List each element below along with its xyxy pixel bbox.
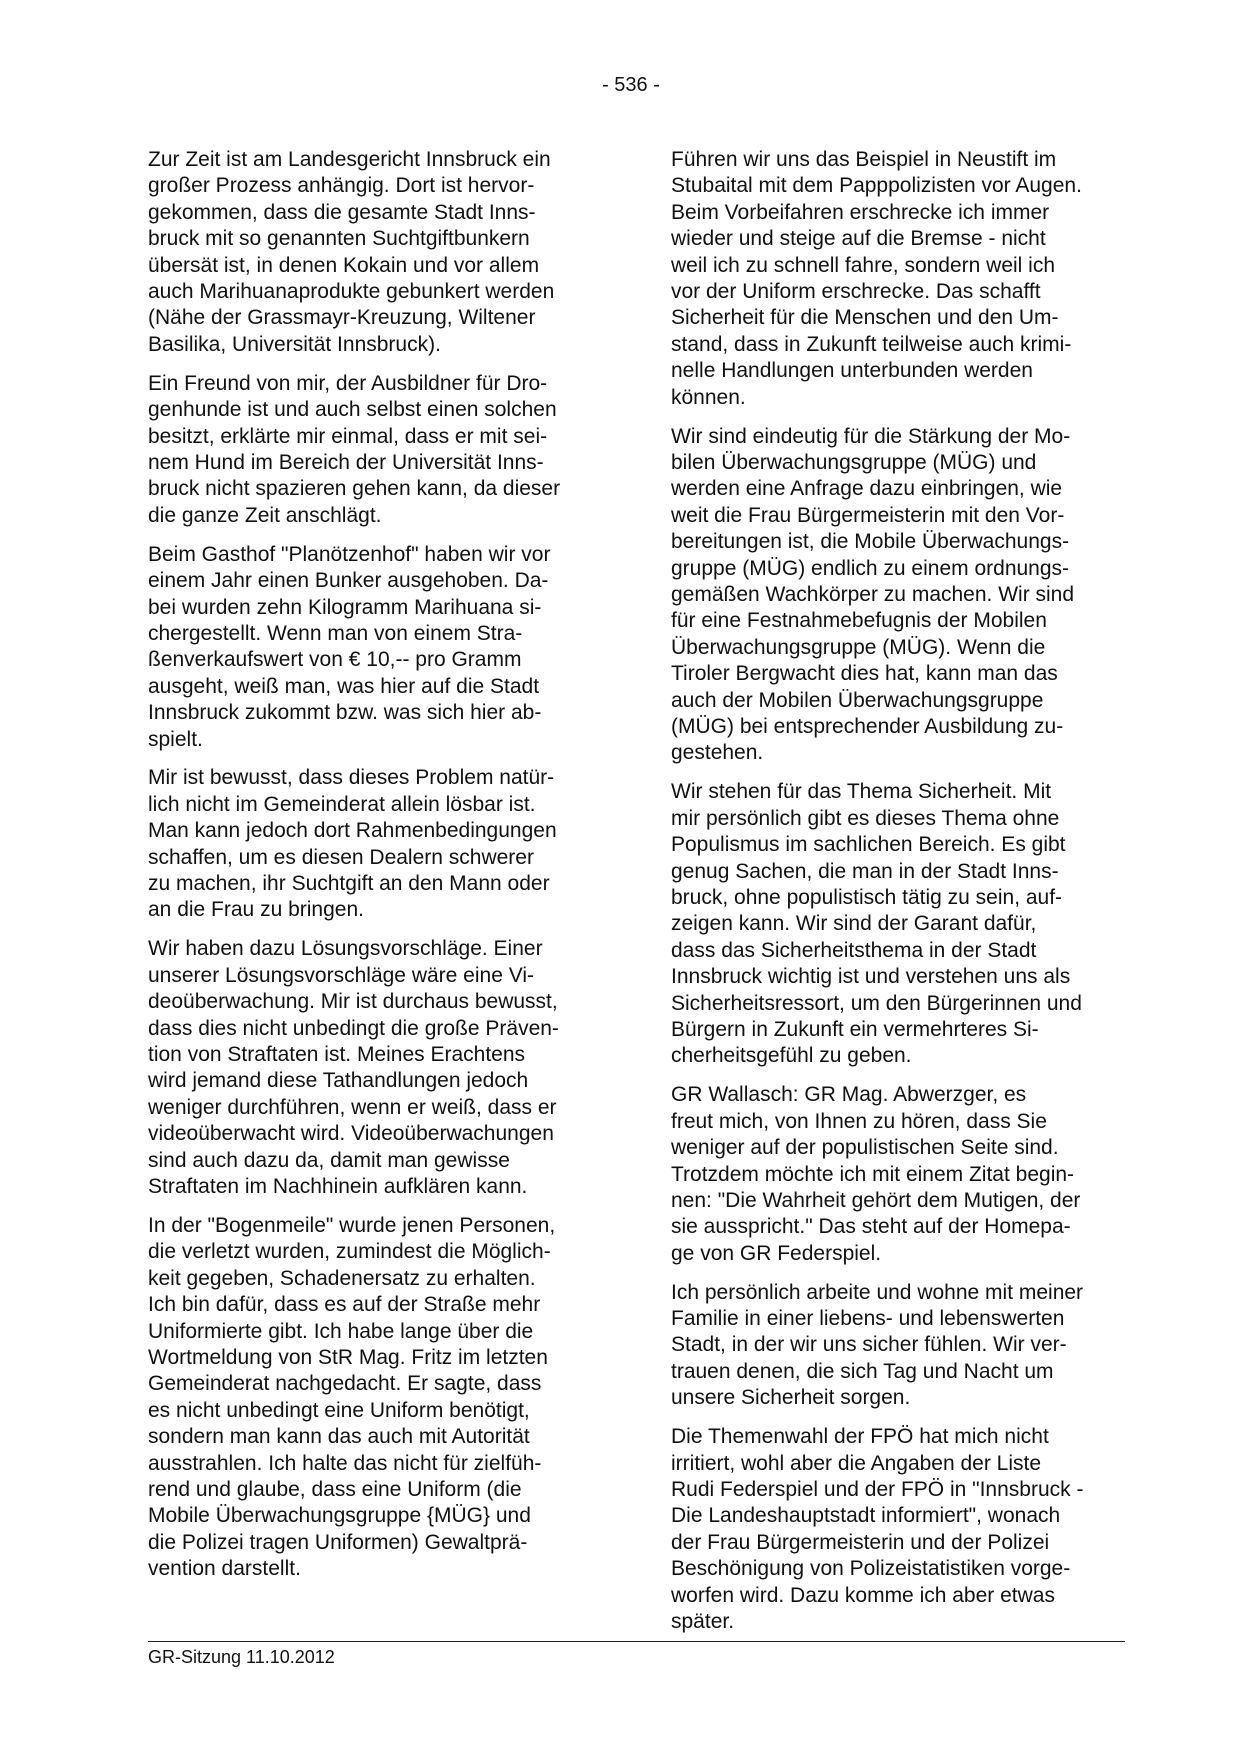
text-line: Populismus im sachlichen Bereich. Es gibt	[671, 833, 1066, 857]
text-line: cherheitsgefühl zu geben.	[671, 1044, 912, 1068]
text-line: weniger auf der populistischen Seite sind.	[671, 1136, 1059, 1160]
text-line: irritiert, wohl aber die Angaben der Liste	[671, 1451, 1042, 1475]
text-line: vor der Uniform erschrecke. Das schafft	[671, 280, 1041, 304]
text-line: freut mich, von Ihnen zu hören, dass Sie	[671, 1109, 1047, 1133]
text-line: unsere Sicherheit sorgen.	[671, 1386, 911, 1410]
text-line: dass dies nicht unbedingt die große Präven-	[148, 1016, 559, 1040]
text-line: vention darstellt.	[148, 1557, 301, 1581]
text-line: Beim Gasthof "Planötzenhof" haben wir vor	[148, 542, 551, 566]
text-line: später.	[671, 1610, 735, 1634]
text-line: Familie in einer liebens- und lebenswerten	[671, 1307, 1065, 1331]
text-line: weit die Frau Bürgermeisterin mit den Vor-	[671, 503, 1065, 527]
text-line: Basilika, Universität Innsbruck).	[148, 332, 441, 356]
text-line: Zur Zeit ist am Landesgericht Innsbruck ein	[148, 148, 551, 171]
text-line: weniger durchführen, wenn er weiß, dass er	[148, 1095, 557, 1119]
text-line: deoüberwachung. Mir ist durchaus bewusst,	[148, 990, 558, 1014]
text-line: Wortmeldung von StR Mag. Fritz im letzten	[148, 1345, 548, 1369]
text-line: werden eine Anfrage dazu einbringen, wie	[671, 477, 1063, 501]
text-line: spielt.	[148, 727, 203, 751]
text-line: keit gegeben, Schadenersatz zu erhalten.	[148, 1266, 536, 1290]
text-line: der Frau Bürgermeisterin und der Polizei	[671, 1530, 1050, 1554]
text-line: stand, dass in Zukunft teilweise auch krimi-	[671, 332, 1072, 356]
text-line: Beim Vorbeifahren erschrecke ich immer	[671, 200, 1050, 224]
text-line: Gemeinderat nachgedacht. Er sagte, dass	[148, 1372, 542, 1396]
text-line: rend und glaube, dass eine Uniform (die	[148, 1478, 522, 1501]
text-line: Die Landeshauptstadt informiert", wonach	[671, 1504, 1061, 1528]
text-line: Stadt, in der wir uns sicher fühlen. Wir ver-	[671, 1333, 1067, 1357]
text-line: bilen Überwachungsgruppe (MÜG) und	[671, 450, 1037, 474]
text-line: besitzt, erklärte mir einmal, dass er mit sei-	[148, 424, 548, 448]
text-line: gemäßen Wachkörper zu machen. Wir sind	[671, 583, 1075, 606]
text-line: (Nähe der Grassmayr-Kreuzung, Wiltener	[148, 306, 536, 330]
text-line: mir persönlich gibt es dieses Thema ohne	[671, 806, 1060, 830]
text-line: Ein Freund von mir, der Ausbildner für Dro-	[148, 371, 548, 395]
text-line: Mir ist bewusst, dass dieses Problem natür-	[148, 766, 555, 790]
text-line: können.	[671, 385, 746, 409]
text-line: Ich bin dafür, dass es auf der Straße mehr	[148, 1293, 541, 1317]
text-line: tion von Straftaten ist. Meines Erachtens	[148, 1043, 526, 1066]
left-column	[148, 147, 598, 1595]
text-line: Straftaten im Nachhinein aufklären kann.	[148, 1175, 528, 1199]
text-line: (MÜG) bei entsprechender Ausbildung zu-	[671, 715, 1064, 739]
text-line: Führen wir uns das Beispiel in Neustift im	[671, 148, 1057, 171]
text-line: Innsbruck wichtig ist und verstehen uns als	[671, 965, 1071, 989]
text-line: Man kann jedoch dort Rahmenbedingungen	[148, 819, 557, 843]
text-line: auch Marihuanaprodukte gebunkert werden	[148, 280, 555, 304]
text-line: übersät ist, in denen Kokain und vor allem	[148, 253, 540, 277]
text-line: Wir haben dazu Lösungsvorschläge. Einer	[148, 937, 543, 961]
text-line: Ich persönlich arbeite und wohne mit meiner	[671, 1280, 1084, 1304]
text-line: schaffen, um es diesen Dealern schwerer	[148, 845, 534, 869]
paragraph	[671, 424, 1131, 767]
text-line: videoüberwacht wird. Videoüberwachungen	[148, 1122, 554, 1146]
footer-text: GR-Sitzung 11.10.2012	[148, 1647, 335, 1667]
paragraph	[148, 147, 598, 358]
text-line: Überwachungsgruppe (MÜG). Wenn die	[671, 635, 1046, 659]
paragraph	[671, 779, 1131, 1069]
right-column	[671, 147, 1131, 1648]
text-line: genug Sachen, die man in der Stadt Inns-	[671, 859, 1059, 883]
text-line: gruppe (MÜG) endlich zu einem ordnungs-	[671, 556, 1070, 580]
text-line: wird jemand diese Tathandlungen jedoch	[148, 1069, 529, 1093]
text-line: bei wurden zehn Kilogramm Marihuana si-	[148, 595, 542, 619]
text-line: ausstrahlen. Ich halte das nicht für zielfüh-	[148, 1451, 542, 1475]
text-line: nelle Handlungen unterbunden werden	[671, 359, 1033, 383]
text-line: Tiroler Bergwacht dies hat, kann man das	[671, 662, 1058, 686]
text-line: In der "Bogenmeile" wurde jenen Personen,	[148, 1213, 556, 1237]
paragraph	[671, 1424, 1131, 1635]
text-line: Innsbruck zukommt bzw. was sich hier ab-	[148, 701, 542, 725]
text-line: Uniformierte gibt. Ich habe lange über die	[148, 1319, 534, 1343]
text-line: Beschönigung von Polizeistatistiken vorge-	[671, 1557, 1071, 1581]
paragraph	[148, 1213, 598, 1583]
text-line: Wir stehen für das Thema Sicherheit. Mit	[671, 780, 1052, 804]
text-line: genhunde ist und auch selbst einen solchen	[148, 398, 557, 422]
text-line: ge von GR Federspiel.	[671, 1241, 882, 1265]
paragraph	[148, 371, 598, 529]
text-line: zu machen, ihr Suchtgift an den Mann oder	[148, 872, 550, 896]
text-line: dass das Sicherheitsthema in der Stadt	[671, 938, 1037, 962]
text-line: auch der Mobilen Überwachungsgruppe	[671, 688, 1044, 712]
text-line: gestehen.	[671, 741, 764, 765]
text-line: einem Jahr einen Bunker ausgehoben. Da-	[148, 569, 549, 593]
footer-divider	[148, 1641, 1125, 1642]
paragraph	[671, 147, 1131, 411]
text-line: Rudi Federspiel und der FPÖ in "Innsbruck -	[671, 1478, 1084, 1501]
text-line: sondern man kann das auch mit Autorität	[148, 1425, 530, 1449]
text-line: die ganze Zeit anschlägt.	[148, 503, 382, 527]
text-line: bruck, ohne populistisch tätig zu sein, auf-	[671, 885, 1063, 909]
text-line: Bürgern in Zukunft ein vermehrteres Si-	[671, 1018, 1039, 1041]
text-line: bruck nicht spazieren gehen kann, da dieser	[148, 477, 561, 501]
text-line: gekommen, dass die gesamte Stadt Inns-	[148, 200, 536, 224]
text-line: Trotzdem möchte ich mit einem Zitat begin-	[671, 1162, 1075, 1186]
text-line: chergestellt. Wenn man von einem Stra-	[148, 621, 523, 645]
text-line: ßenverkaufswert von € 10,-- pro Gramm	[148, 648, 522, 672]
text-line: großer Prozess anhängig. Dort ist hervor-	[148, 174, 535, 198]
text-line: Wir sind eindeutig für die Stärkung der Mo-	[671, 424, 1071, 448]
paragraph	[671, 1280, 1131, 1412]
text-line: sie ausspricht." Das steht auf der Homepa-	[671, 1215, 1071, 1239]
text-line: trauen denen, die sich Tag und Nacht um	[671, 1359, 1054, 1383]
text-line: Sicherheit für die Menschen und den Um-	[671, 306, 1059, 330]
text-line: GR Wallasch: GR Mag. Abwerzger, es	[671, 1083, 1027, 1107]
text-line: ausgeht, weiß man, was hier auf die Stadt	[148, 674, 540, 698]
paragraph	[148, 765, 598, 923]
paragraph	[148, 936, 598, 1200]
paragraph	[148, 542, 598, 753]
text-line: bereitungen ist, die Mobile Überwachungs-	[671, 530, 1070, 554]
text-line: Die Themenwahl der FPÖ hat mich nicht	[671, 1425, 1049, 1449]
text-line: die verletzt wurden, zumindest die Möglich-	[148, 1240, 551, 1264]
text-line: an die Frau zu bringen.	[148, 898, 364, 922]
text-line: lich nicht im Gemeinderat allein lösbar ist.	[148, 792, 536, 816]
text-line: weil ich zu schnell fahre, sondern weil ich	[671, 253, 1056, 277]
text-line: bruck mit so genannten Suchtgiftbunkern	[148, 227, 530, 251]
text-line: nen: "Die Wahrheit gehört dem Mutigen, der	[671, 1188, 1081, 1212]
text-line: zeigen kann. Wir sind der Garant dafür,	[671, 912, 1037, 936]
text-line: Mobile Überwachungsgruppe {MÜG} und	[148, 1504, 531, 1528]
text-line: Stubaital mit dem Papppolizisten vor Augen.	[671, 174, 1082, 198]
paragraph	[671, 1082, 1131, 1267]
text-line: für eine Festnahmebefugnis der Mobilen	[671, 609, 1047, 633]
text-line: sind auch dazu da, damit man gewisse	[148, 1148, 510, 1172]
page-number: - 536 -	[602, 74, 660, 96]
text-line: Sicherheitsressort, um den Bürgerinnen und	[671, 991, 1082, 1015]
text-line: die Polizei tragen Uniformen) Gewaltprä-	[148, 1530, 528, 1554]
text-line: worfen wird. Dazu komme ich aber etwas	[671, 1583, 1055, 1607]
text-line: es nicht unbedingt eine Uniform benötigt,	[148, 1398, 530, 1422]
text-line: nem Hund im Bereich der Universität Inns-	[148, 450, 544, 474]
text-line: unserer Lösungsvorschläge wäre eine Vi-	[148, 963, 534, 987]
text-line: wieder und steige auf die Bremse - nicht	[671, 227, 1046, 251]
